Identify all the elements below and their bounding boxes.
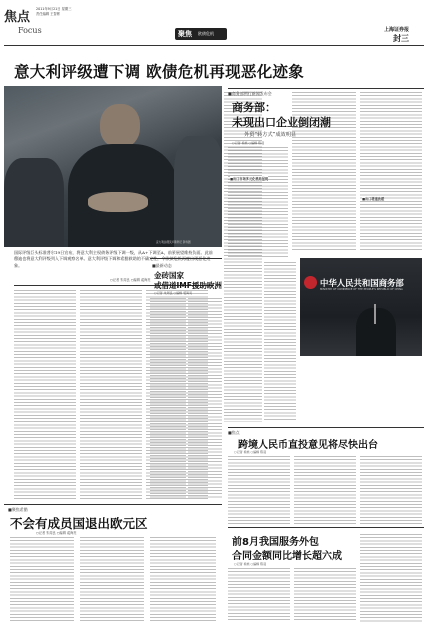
- bottom-left-kicker: ■聚焦希腊: [8, 507, 28, 512]
- right-bottom-headline-1: 前8月我国服务外包: [232, 537, 319, 548]
- right-bottom-headline-2: 合同金额同比增长超六成: [232, 551, 342, 562]
- right-top-rule: [228, 88, 424, 89]
- middle-col-b: [264, 262, 296, 422]
- center-headline-1: 金砖国家: [154, 271, 184, 280]
- ministry-sign-cn: 中华人民共和国商务部: [320, 278, 404, 288]
- editor-line: 责任编辑 王智彬: [36, 12, 61, 16]
- page-number: 封三: [393, 34, 409, 43]
- ministry-speaker: [356, 308, 396, 356]
- right-top-headline-2: 未现出口企业倒闭潮: [232, 116, 331, 129]
- right-top-col-1: [228, 147, 288, 257]
- ministry-sign-en: MINISTRY OF COMMERCE OF THE PEOPLE'S REPUBLIC OF CHINA: [320, 288, 403, 291]
- section-title-en: Focus: [18, 26, 42, 35]
- ministry-photo: [300, 258, 422, 356]
- center-top-rule: [150, 258, 222, 259]
- right-mid-kicker: ■焦点: [228, 430, 240, 435]
- center-headline-2: 或借道IMF援助欧洲: [154, 281, 222, 290]
- right-bottom-col-3: [360, 534, 422, 622]
- bottom-left-byline: ○记者 朱周良 ○编辑 裘海亮: [36, 531, 77, 535]
- main-byline: ○记者 朱周良 ○编辑 裘海亮: [110, 278, 151, 282]
- photo-figure-right: [174, 136, 222, 247]
- right-mid-byline: ○记者 杨烁 ○编辑 陈羽: [234, 450, 267, 454]
- right-bottom-col-1: [228, 568, 290, 622]
- bottom-left-col-2: [80, 537, 144, 621]
- photo-caption: 意大利总理贝卢斯科尼 资料图: [156, 241, 191, 244]
- header-rule: [4, 45, 424, 46]
- right-bottom-col-2: [294, 568, 356, 622]
- right-top-headline-1: 商务部：: [232, 101, 276, 114]
- column-label: 聚焦: [178, 30, 192, 38]
- right-mid-headline: 跨境人民币直投意见将尽快出台: [238, 440, 378, 451]
- center-col-1: [150, 298, 186, 498]
- photo-figure-left: [4, 158, 64, 247]
- ministry-microphone: [374, 304, 376, 324]
- bottom-left-rule: [4, 504, 222, 505]
- photo-figure-head: [100, 104, 140, 148]
- right-bottom-byline: ○记者 杨烁 ○编辑 陈羽: [234, 562, 267, 566]
- center-col-2: [188, 298, 222, 498]
- right-mid-col-3: [360, 456, 422, 524]
- bottom-left-col-1: [10, 537, 74, 621]
- column-sub: 欧债危机: [198, 31, 214, 36]
- paper-name: 上海证券报: [384, 27, 410, 33]
- main-photo: [4, 86, 222, 247]
- lede-text: 国际评级巨头标准普尔19日宣布，将意大利主权债务评级下调一级，从A+下调至A，前景展望维持负面。此前穆迪也将意大利评级列入下调观察名单。意大利评级下调和希腊救助的不确定性，令欧债危机再度出现恶化迹象。: [14, 250, 213, 268]
- bottom-left-headline: 不会有成员国退出欧元区: [10, 516, 148, 531]
- main-body-col-2: [80, 290, 142, 500]
- right-top-col-3: [360, 92, 422, 252]
- date-line: 2011年9月21日 星期三: [36, 7, 72, 11]
- section-title: 焦点: [4, 10, 31, 25]
- right-top-section-b: ■出口增速放缓: [362, 197, 385, 201]
- main-headline: 意大利评级遭下调 欧债危机再现恶化迹象: [14, 63, 305, 81]
- main-body-col-1: [14, 290, 76, 500]
- right-bottom-rule: [228, 527, 424, 528]
- right-mid-rule: [228, 427, 424, 428]
- center-byline: ○记者 朱周良 ○编辑 裘海亮: [154, 291, 193, 295]
- right-top-kicker: ■商务部例行新闻发布会: [228, 91, 272, 96]
- right-mid-col-2: [294, 456, 356, 524]
- bottom-left-col-3: [150, 537, 216, 621]
- right-top-section-a: ■出口市场多元化格局显现: [230, 177, 269, 181]
- right-top-col-2: [292, 92, 356, 252]
- right-mid-col-1: [228, 456, 290, 524]
- right-top-byline: ○记者 杨烁 ○编辑 陈羽: [232, 141, 265, 145]
- ministry-emblem: [304, 276, 317, 289]
- right-top-subhead: 外贸“转方式”成效明显: [244, 132, 297, 138]
- photo-hands: [88, 192, 148, 212]
- center-kicker: ■最新动态: [152, 263, 172, 268]
